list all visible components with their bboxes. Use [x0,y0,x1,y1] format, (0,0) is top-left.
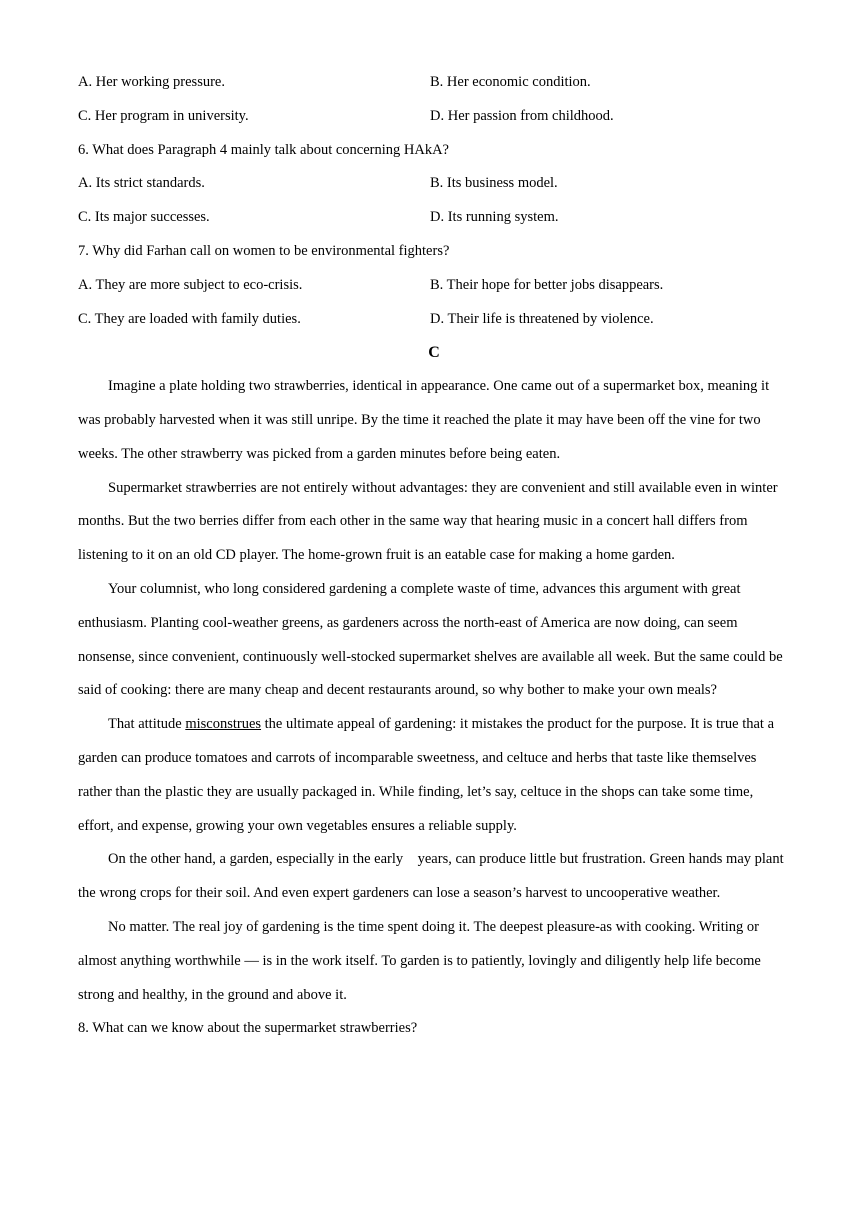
q5-option-c: C. Her program in university. [78,107,249,124]
q6-option-a: A. Its strict standards. [78,175,205,192]
q6-option-b: B. Its business model. [430,175,558,192]
passage-paragraph-4 [78,708,790,843]
section-heading: C [428,344,440,362]
q6-question: 6. What does Paragraph 4 mainly talk about concerning HAkA? [78,141,449,158]
passage-paragraph-2: Supermarket strawberries are not entirely without advantages: they are convenient and still available even in winter months. But the two berries differ from each other in the same way that hearing music in a concert hall differs from listening to it on an old CD player. The home-grown fruit is an eatable case for making a home garden. [78,479,778,564]
q5-option-d: D. Her passion from childhood. [430,107,614,124]
p4-text-before: That attitude [108,716,186,733]
q6-option-c: C. Its major successes. [78,209,210,226]
underlined-word: misconstrues [185,716,262,733]
q7-option-a: A. They are more subject to eco-crisis. [78,276,303,293]
q6-options-row-2 [78,201,790,235]
q5-option-a: A. Her working pressure. [78,74,225,90]
q7-option-d: D. Their life is threatened by violence. [430,310,654,327]
document-page [78,66,790,1046]
passage-paragraph-5: On the other hand, a garden, especially in the early years, can produce little but frustration. Green hands may plant the wrong crops for their soil. And even expert gardeners can lose a season’s harvest to uncooperative weather. [78,851,788,902]
passage-paragraph-3: Your columnist, who long considered gardening a complete waste of time, advances this argument with great enthusiasm. Planting cool-weather greens, as gardeners across the north-east of America are now doing, can seem nonsense, since convenient, continuously well-stocked supermarket shelves are available all week. But the same could be said of cooking: there are many cheap and decent restaurants around, so why bother to make your own meals? [78,580,783,699]
passage-paragraph-1: Imagine a plate holding two strawberries, identical in appearance. One came out of a supermarket box, meaning it was probably harvested when it was still unripe. By the time it reached the plate it may have been off the vine for two weeks. The other strawberry was picked from a garden minutes before being eaten. [78,378,770,462]
q7-question: 7. Why did Farhan call on women to be environmental fighters? [78,242,450,259]
q7-options-row-1 [78,269,790,303]
q7-option-b: B. Their hope for better jobs disappears. [430,276,664,293]
q6-options-row-1 [78,167,790,201]
q5-options-row-1 [78,66,790,100]
q7-option-c: C. They are loaded with family duties. [78,310,301,327]
q5-option-b: B. Her economic condition. [430,74,591,90]
q6-option-d: D. Its running system. [430,209,559,226]
q7-options-row-2 [78,303,790,337]
p4-text-after: the ultimate appeal of gardening: it mistakes the product for the purpose. It is true that a garden can produce tomatoes and carrots of incomparable sweetness, and celtuce and herbs that taste like themselves rather than the plastic they are usually packaged in. While finding, let’s say, celtuce in the shops can take some time, effort, and expense, growing your own vegetables ensures a reliable supply. [78,716,775,834]
passage-paragraph-6: No matter. The real joy of gardening is the time spent doing it. The deepest pleasure-as with cooking. Writing or almost anything worthwhile — is in the work itself. To garden is to patiently, lovingly and diligently help life become strong and healthy, in the ground and above it. [78,918,761,1003]
q5-options-row-2 [78,100,790,134]
q8-question: 8. What can we know about the supermarket strawberries? [78,1020,418,1037]
